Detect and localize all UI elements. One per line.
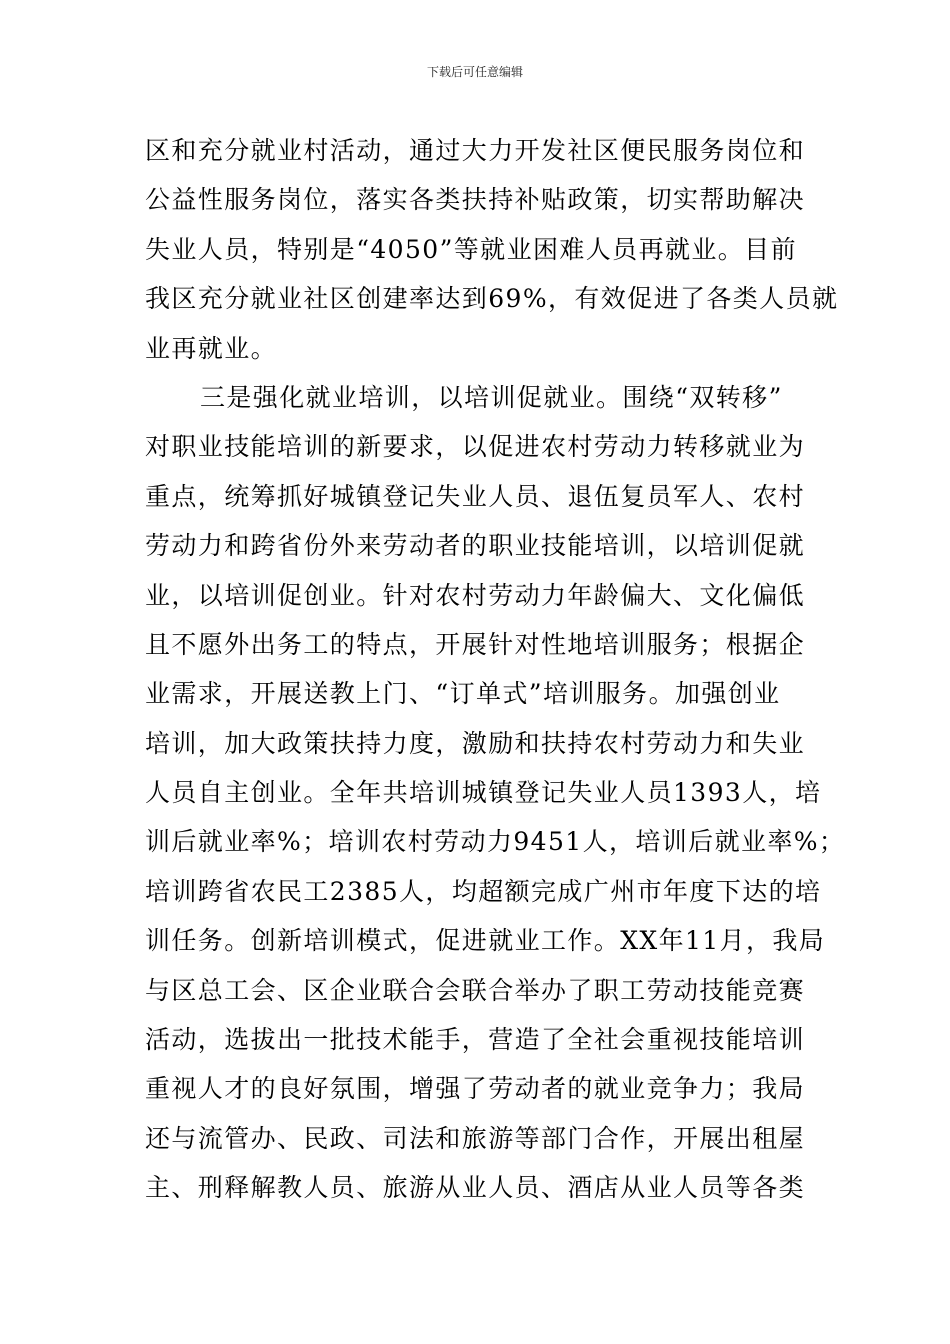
text-line: 对职业技能培训的新要求，以促进农村劳动力转移就业为 <box>145 432 806 462</box>
text-line: 我区充分就业社区创建率达到69%，有效促进了各类人员就 <box>145 284 839 314</box>
text-line: 重视人才的良好氛围，增强了劳动者的就业竞争力；我局 <box>145 1074 806 1104</box>
paragraph-2 <box>145 373 846 1213</box>
text-line: 训后就业率%；培训农村劳动力9451人，培训后就业率%； <box>145 827 846 857</box>
paragraph-1 <box>145 126 839 373</box>
text-line: 培训，加大政策扶持力度，激励和扶持农村劳动力和失业 <box>145 728 806 758</box>
text-line: 还与流管办、民政、司法和旅游等部门合作，开展出租屋 <box>145 1123 806 1153</box>
text-line: 业需求，开展送教上门、“订单式”培训服务。加强创业 <box>145 679 781 709</box>
text-line: 培训跨省农民工2385人，均超额完成广州市年度下达的培 <box>145 876 822 906</box>
text-line: 人员自主创业。全年共培训城镇登记失业人员1393人，培 <box>145 778 822 808</box>
text-line: 活动，选拔出一批技术能手，营造了全社会重视技能培训 <box>145 1025 806 1055</box>
text-line: 劳动力和跨省份外来劳动者的职业技能培训，以培训促就 <box>145 531 806 561</box>
text-line: 业再就业。 <box>145 333 278 363</box>
text-line: 且不愿外出务工的特点，开展针对性地培训服务；根据企 <box>145 629 806 659</box>
text-line: 失业人员，特别是“4050”等就业困难人员再就业。目前 <box>145 234 797 264</box>
page-header: 下载后可任意编辑 <box>426 65 523 79</box>
text-line: 训任务。创新培训模式，促进就业工作。XX年11月，我局 <box>145 926 826 956</box>
document-body <box>145 126 846 1213</box>
text-line: 与区总工会、区企业联合会联合举办了职工劳动技能竞赛 <box>145 975 806 1005</box>
text-line: 重点，统筹抓好城镇登记失业人员、退伍复员军人、农村 <box>145 481 806 511</box>
text-line: 主、刑释解教人员、旅游从业人员、酒店从业人员等各类 <box>145 1173 806 1203</box>
text-line: 三是强化就业培训，以培训促就业。围绕“双转移” <box>200 382 783 412</box>
text-line: 业，以培训促创业。针对农村劳动力年龄偏大、文化偏低 <box>145 580 806 610</box>
text-line: 公益性服务岗位，落实各类扶持补贴政策，切实帮助解决 <box>145 185 806 215</box>
text-line: 区和充分就业村活动，通过大力开发社区便民服务岗位和 <box>145 136 806 165</box>
